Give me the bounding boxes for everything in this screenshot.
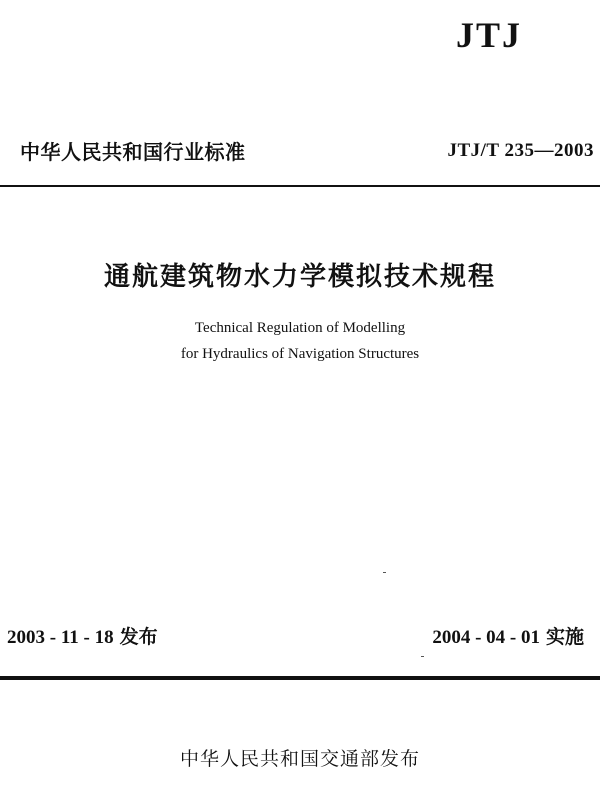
bottom-divider bbox=[0, 676, 600, 680]
effective-label: 实施 bbox=[545, 626, 584, 648]
document-title-english-line1: Technical Regulation of Modelling bbox=[194, 320, 406, 336]
scan-speck bbox=[383, 572, 386, 573]
document-title-english-line2: for Hydraulics of Navigation Structures bbox=[180, 346, 420, 362]
effective-date: 2004 - 04 - 01 bbox=[432, 627, 540, 648]
issue-date: 2003 - 11 - 18 bbox=[7, 627, 114, 648]
publisher: 中华人民共和国交通部发布 bbox=[179, 748, 420, 770]
industry-standard-label: 中华人民共和国行业标准 bbox=[20, 140, 246, 164]
issue-label: 发布 bbox=[119, 626, 158, 648]
standard-number: JTJ/T 235—2003 bbox=[447, 140, 594, 161]
issue-date-row bbox=[7, 622, 158, 649]
document-title-chinese: 通航建筑物水力学模拟技术规程 bbox=[103, 262, 496, 292]
scan-speck bbox=[421, 656, 424, 657]
series-code: JTJ bbox=[455, 15, 522, 55]
effective-date-row bbox=[432, 622, 584, 649]
top-divider bbox=[0, 185, 600, 187]
